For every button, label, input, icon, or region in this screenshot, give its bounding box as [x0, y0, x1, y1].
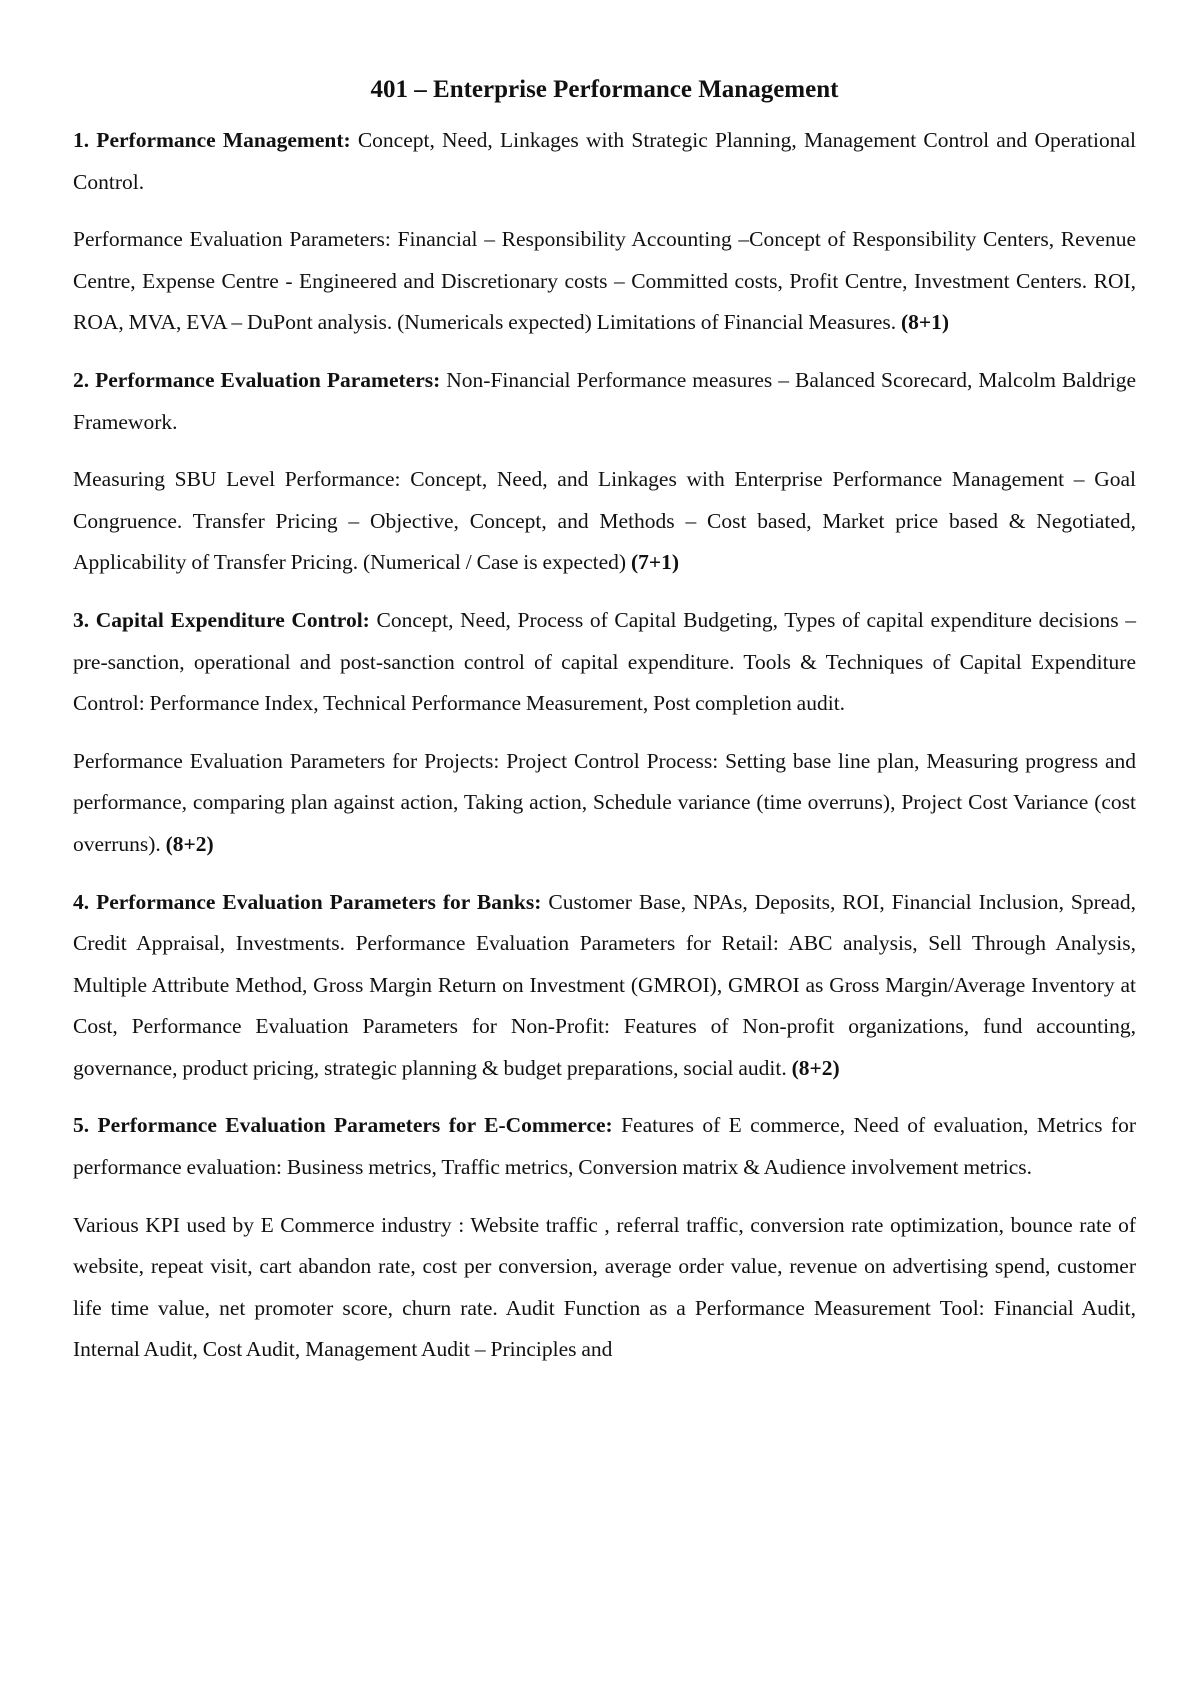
section-3-body: Concept, Need, Process of Capital Budgeting, Types of capital expenditure decisions – pre-sanction, operational and post-sanction control of capital expenditure. Tools & Techniques of Capital Expenditure Control: Performance Index, Technical Performance Measurement, Post completion audit. [73, 607, 1136, 716]
section-5-paragraph [73, 1105, 1136, 1188]
section-4-heading: 4. Performance Evaluation Parameters for Banks: [73, 889, 542, 914]
section-2-heading: 2. Performance Evaluation Parameters: [73, 367, 441, 392]
section-2-paragraph [73, 360, 1136, 443]
section-2-body: Non-Financial Performance measures – Balanced Scorecard, Malcolm Baldrige Framework. [73, 367, 1136, 434]
section-3-detail-paragraph [73, 741, 1136, 866]
section-3-heading: 3. Capital Expenditure Control: [73, 607, 370, 632]
document-page [73, 72, 1136, 1387]
section-2-marks: (7+1) [630, 550, 680, 575]
section-1-paragraph [73, 120, 1136, 203]
section-5-heading: 5. Performance Evaluation Parameters for E-Commerce: [73, 1113, 613, 1138]
section-1-body: Concept, Need, Linkages with Strategic Planning, Management Control and Operational Control. [73, 128, 1136, 194]
section-3-detail-body: Performance Evaluation Parameters for Projects: Project Control Process: Setting base line plan, Measuring progress and performance, comparing plan against action, Taking action, Schedule variance (time overruns), Project Cost Variance (cost overruns). [73, 748, 1136, 856]
section-5-body: Features of E commerce, Need of evaluation, Metrics for performance evaluation: Business metrics, Traffic metrics, Conversion matrix & Audience involvement metrics. [73, 1113, 1136, 1180]
section-3-marks: (8+2) [165, 831, 214, 856]
section-5-detail-body: Various KPI used by E Commerce industry : Website traffic , referral traffic, conversion rate optimization, bounce rate of website, repeat visit, cart abandon rate, cost per conversion, average order value, revenue on advertising spend, customer life time value, net promoter score, churn rate. Audit Function as a Performance Measurement Tool: Financial Audit, Internal Audit, Cost Audit, Management Audit – Principles and [73, 1212, 1136, 1362]
section-2-detail-body: Measuring SBU Level Performance: Concept, Need, and Linkages with Enterprise Performance Management – Goal Congruence. Transfer Pricing – Objective, Concept, and Methods – Cost based, Market price based & Negotiated, Applicability of Transfer Pricing. (Numerical / Case is expected) [73, 467, 1136, 575]
document-title: 401 – Enterprise Performance Management [370, 76, 839, 103]
section-1-detail-paragraph [73, 219, 1136, 344]
section-2-detail-paragraph [73, 459, 1136, 584]
section-4-body: Customer Base, NPAs, Deposits, ROI, Financial Inclusion, Spread, Credit Appraisal, Investments. Performance Evaluation Parameters for Retail: ABC analysis, Sell Through Analysis, Multiple Attribute Method, Gross Margin Return on Investment (GMROI), GMROI as Gross Margin/Average Inventory at Cost, Performance Evaluation Parameters for Non-Profit: Features of Non-profit organizations, fund accounting, governance, product pricing, strategic planning & budget preparations, social audit. [73, 889, 1136, 1080]
section-1-marks: (8+1) [901, 310, 950, 335]
section-1-detail-body: Performance Evaluation Parameters: Financial – Responsibility Accounting –Concept of Responsibility Centers, Revenue Centre, Expense Centre - Engineered and Discretionary costs – Committed costs, Profit Centre, Investment Centers. ROI, ROA, MVA, EVA – DuPont analysis. (Numericals expected) Limitations of Financial Measures. [73, 227, 1136, 335]
section-1-heading: 1. Performance Management: [73, 128, 351, 152]
section-4-paragraph [73, 882, 1136, 1090]
section-5-detail-paragraph [73, 1205, 1136, 1371]
section-3-paragraph [73, 600, 1136, 725]
section-4-marks: (8+2) [791, 1055, 840, 1080]
